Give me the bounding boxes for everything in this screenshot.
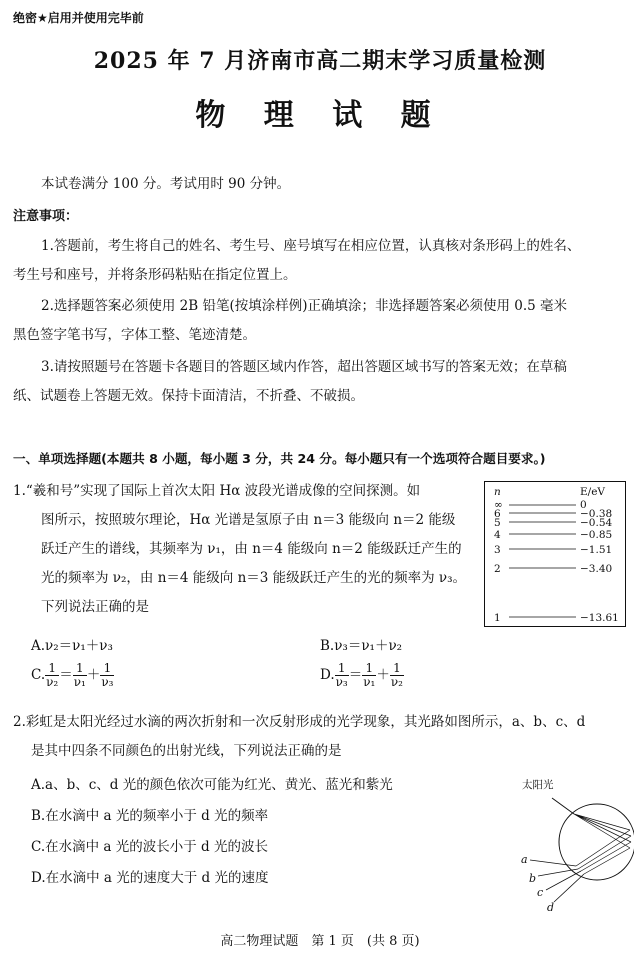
exam-title: 2025 年 7 月济南市高二期末学习质量检测: [93, 48, 547, 74]
level-label-inf: ∞: [494, 499, 503, 511]
level-energy-inf: 0: [580, 499, 587, 511]
incident-ray: [552, 798, 574, 814]
level-label-5: 5: [494, 517, 501, 529]
level-energy-4: −0.85: [580, 529, 613, 541]
q1-option-b: B.ν₃＝ν₁＋ν₂: [320, 638, 403, 654]
ray-label-d: d: [547, 901, 555, 914]
q2-option-c: C.在水滴中 a 光的波长小于 d 光的波长: [31, 839, 268, 855]
level-label-1: 1: [494, 612, 501, 624]
q1-line-2: 图所示，按照玻尔理论，Hα 光谱是氢原子由 n＝3 能级向 n＝2 能级: [41, 512, 456, 528]
q2-option-d: D.在水滴中 a 光的速度大于 d 光的速度: [31, 870, 269, 886]
note-2-line-2: 黑色签字笔书写，字体工整、笔迹清楚。: [13, 327, 256, 343]
level-label-3: 3: [494, 544, 501, 556]
q2-line-2: 是其中四条不同颜色的出射光线，下列说法正确的是: [31, 743, 342, 759]
note-2-line-1: 2.选择题答案必须使用 2B 铅笔(按填涂样例)正确填涂；非选择题答案必须使用 0.5 毫米: [41, 298, 568, 314]
note-3-line-1: 3.请按照题号在答题卡各题目的答题区域内作答，超出答题区域书写的答案无效；在草稿: [41, 359, 567, 375]
q1-option-a: A.ν₂＝ν₁＋ν₃: [31, 638, 113, 654]
q1-line-4: 光的频率为 ν₂，由 n＝4 能级向 n＝3 能级跃迁产生的光的频率为 ν₃。: [41, 570, 467, 586]
diagram-n-header: n: [494, 486, 501, 498]
energy-level-diagram: [484, 481, 626, 627]
ray-label-c: c: [537, 886, 544, 899]
level-energy-1: −13.61: [580, 612, 619, 624]
q2-option-a: A.a、b、c、d 光的颜色依次可能为红光、黄光、蓝光和紫光: [31, 777, 393, 793]
ray-label-b: b: [529, 872, 537, 885]
level-label-2: 2: [494, 563, 501, 575]
level-energy-5: −0.54: [580, 517, 613, 529]
exit-ray-a: [530, 860, 576, 866]
q1-line-1: 1.“羲和号”实现了国际上首次太阳 Hα 波段光谱成像的空间探测。如: [13, 483, 421, 499]
level-energy-2: −3.40: [580, 563, 613, 575]
note-1-line-1: 1.答题前，考生将自己的姓名、考生号、座号填写在相应位置，认真核对条形码上的姓名、: [41, 238, 581, 254]
section-1-heading: 一、单项选择题(本题共 8 小题，每小题 3 分，共 24 分。每小题只有一个选项符合题目要求。): [13, 451, 546, 466]
notes-heading: 注意事项：: [13, 209, 79, 224]
q2-line-1: 2.彩虹是太阳光经过水滴的两次折射和一次反射形成的光学现象，其光路如图所示，a、b、c、d: [13, 714, 586, 730]
water-droplet: [559, 804, 634, 880]
subject-title: 物 理 试 题: [195, 98, 445, 133]
level-label-6: 6: [494, 508, 501, 520]
level-energy-3: −1.51: [580, 544, 613, 556]
level-energy-6: −0.38: [580, 508, 613, 520]
q1-line-5: 下列说法正确的是: [41, 599, 149, 615]
confidential-mark: 绝密★启用并使用完毕前: [13, 11, 144, 25]
q1-line-3: 跃迁产生的谱线，其频率为 ν₁，由 n＝4 能级向 n＝2 能级跃迁产生的: [41, 541, 462, 557]
q2-option-b: B.在水滴中 a 光的频率小于 d 光的频率: [31, 808, 269, 824]
note-1-line-2: 考生号和座号，并将条形码粘贴在指定位置上。: [13, 267, 297, 283]
q1-option-d: D. $\frac{1}{\text{ν₃}}$ ＝ $\frac{1}{\text{ν₁}}$ ＋ $\frac{1}{\text{ν₂}}$: [320, 661, 403, 689]
page-footer: 高二物理试题 第 1 页 (共 8 页): [220, 934, 420, 949]
exam-intro: 本试卷满分 100 分。考试用时 90 分钟。: [41, 176, 291, 192]
q1-option-c: C. $\frac{1}{\text{ν₂}}$ ＝ $\frac{1}{\text{ν₁}}$ ＋ $\frac{1}{\text{ν₃}}$: [31, 661, 114, 689]
exit-ray-d: [554, 874, 584, 902]
reflected-rays: [576, 830, 631, 874]
level-label-4: 4: [494, 529, 501, 541]
note-3-line-2: 纸、试题卷上答题无效。保持卡面清洁，不折叠、不破损。: [13, 388, 364, 404]
ray-label-a: a: [521, 853, 528, 866]
diagram-e-header: E/eV: [580, 486, 605, 498]
raindrop-light-path-diagram: [512, 770, 634, 916]
exit-ray-b: [538, 869, 578, 876]
refracted-rays: [574, 814, 631, 848]
sun-light-label: 太阳光: [522, 779, 554, 791]
